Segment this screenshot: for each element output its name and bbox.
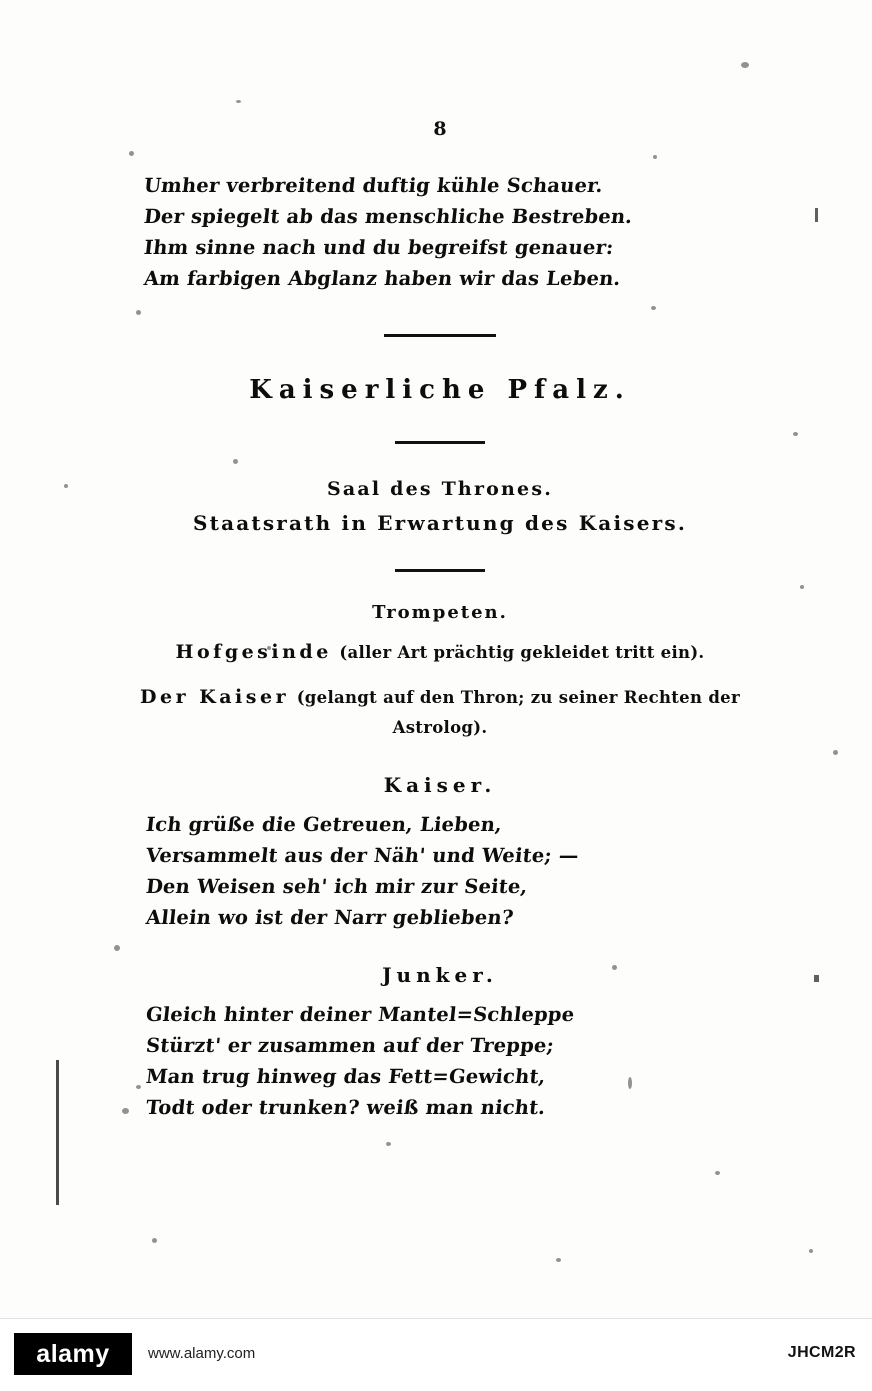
speech-block-kaiser [120, 809, 760, 933]
scene-title: Kaiserliche Pfalz. [249, 375, 631, 405]
stage-direction-retinue [120, 637, 760, 668]
section-divider-rule [395, 569, 485, 572]
stage-direction-retinue-name: Hofgesinde [175, 641, 332, 663]
verse-line: Ihm sinne nach und du begreifst genauer: [142, 236, 615, 259]
speech-line: Ich grüße die Getreuen, Lieben, [144, 813, 504, 836]
scan-speck [833, 750, 838, 755]
scene-location: Saal des Thrones. [326, 478, 554, 500]
scan-speck [386, 1142, 391, 1146]
stage-direction-emperor-text: (gelangt auf den Thron; zu seiner Rechten der [296, 688, 740, 707]
scan-edge-mark [815, 208, 818, 222]
verse-line: Umher verbreitend duftig kühle Schauer. [142, 174, 605, 197]
scan-edge-mark [814, 975, 819, 982]
stage-direction-emperor-text-2: Astrolog). [392, 718, 488, 737]
speech-line: Man trug hinweg das Fett=Gewicht, [144, 1065, 547, 1088]
scan-speck [64, 484, 68, 488]
speech-line: Todt oder trunken? weiß man nicht. [144, 1096, 547, 1119]
speech-block-junker [120, 999, 760, 1123]
scene-location-subtitle: Staatsrath in Erwartung des Kaisers. [192, 511, 687, 535]
speech-line: Gleich hinter deiner Mantel=Schleppe [144, 1003, 576, 1026]
page-number: 8 [433, 118, 447, 140]
alamy-url-text: www.alamy.com [148, 1345, 256, 1362]
scan-speck [715, 1171, 720, 1175]
speaker-name-kaiser: Kaiser. [383, 773, 497, 797]
scan-speck [793, 432, 798, 436]
alamy-logo: alamy [14, 1333, 132, 1375]
scan-speck [809, 1249, 813, 1253]
speech-line: Stürzt' er zusammen auf der Treppe; [144, 1034, 556, 1057]
verse-line: Der spiegelt ab das menschliche Bestreben. [142, 205, 634, 228]
section-divider-rule [395, 441, 485, 444]
speaker-name-junker: Junker. [382, 963, 498, 987]
image-reference-code: JHCM2R [787, 1344, 856, 1361]
stock-footer-bar [0, 1318, 872, 1391]
page-text-column [120, 0, 760, 1123]
scan-binding-stripe [56, 1060, 59, 1205]
speech-line: Den Weisen seh' ich mir zur Seite, [144, 875, 529, 898]
scan-speck [800, 585, 804, 589]
section-divider-rule [384, 334, 496, 337]
scan-speck [556, 1258, 561, 1262]
speech-line: Allein wo ist der Narr geblieben? [144, 906, 515, 929]
verse-line: Am farbigen Abglanz haben wir das Leben. [142, 267, 622, 290]
scan-speck [152, 1238, 157, 1243]
stage-direction-emperor [120, 682, 760, 743]
verse-block-top [120, 170, 760, 294]
stage-direction-trumpets: Trompeten. [372, 602, 508, 623]
stage-direction-emperor-name: Der Kaiser [140, 686, 290, 708]
stage-direction-retinue-text: (aller Art prächtig gekleidet tritt ein). [339, 643, 705, 662]
speech-line: Versammelt aus der Näh' und Weite; — [144, 844, 580, 867]
